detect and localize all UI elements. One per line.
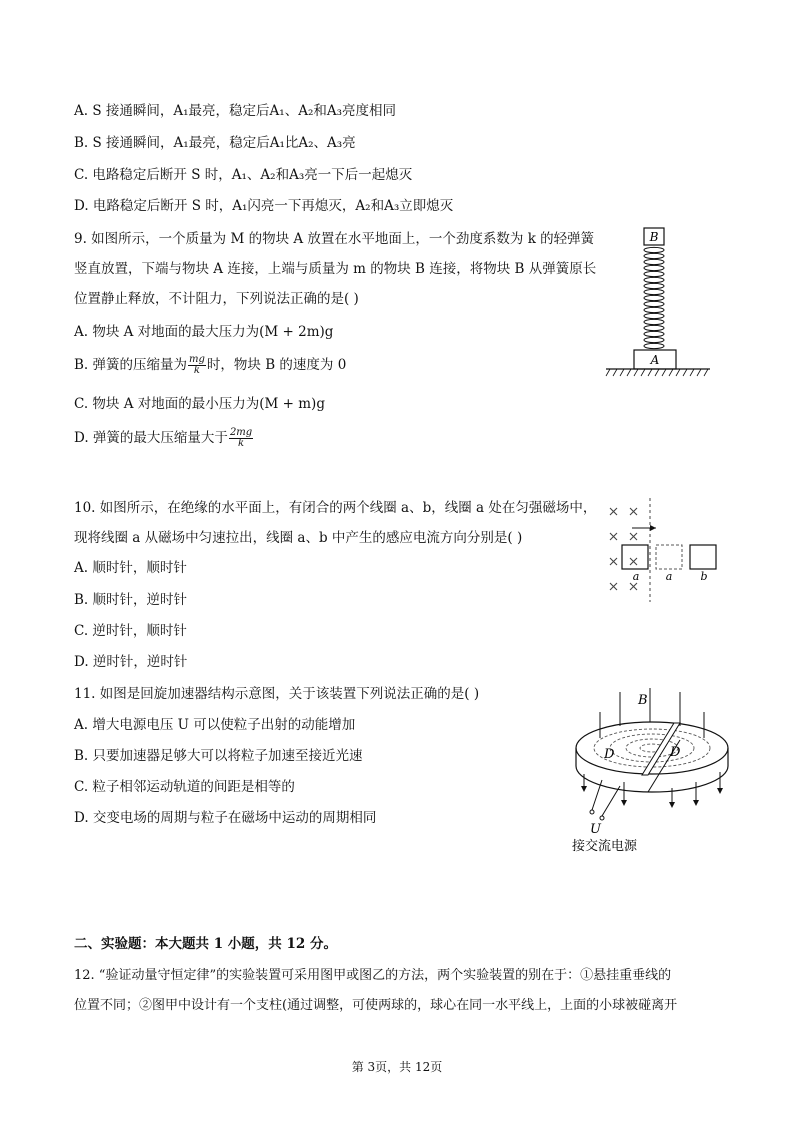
q10-stem-line2: 现将线圈 a 从磁场中匀速拉出，线圈 a、b 中产生的感应电流方向分别是( ) bbox=[74, 530, 523, 546]
q10-option-a: A. 顺时针，顺时针 bbox=[74, 560, 187, 576]
q9-option-b-text: B. 弹簧的压缩量为 bbox=[74, 357, 188, 373]
q8-option-d: D. 电路稳定后断开 S 时，A₁闪亮一下再熄灭，A₂和A₃立即熄灭 bbox=[74, 198, 454, 214]
spring-block-diagram bbox=[604, 224, 714, 382]
ground-hatching bbox=[606, 369, 708, 376]
q12-line2: 位置不同；②图甲中设计有一个支柱(通过调整，可使两球的，球心在同一水平线上，上面的小球被碰离开 bbox=[74, 998, 678, 1013]
block-b-label: B bbox=[649, 230, 659, 244]
coil-b-label: b bbox=[700, 570, 708, 583]
q10-stem-line1: 10. 如图所示，在绝缘的水平面上，有闭合的两个线圈 a、b，线圈 a 处在匀强磁场中， bbox=[74, 500, 597, 516]
field-b-label: B bbox=[638, 693, 648, 708]
coil-a bbox=[622, 545, 648, 569]
q10-option-c: C. 逆时针，顺时针 bbox=[74, 623, 187, 639]
q9-stem-line3: 位置静止释放，不计阻力，下列说法正确的是( ) bbox=[74, 291, 359, 307]
q9-stem-line2: 竖直放置，下端与物块 A 连接，上端与质量为 m 的物块 B 连接，将物块 B 从弹簧原长 bbox=[74, 261, 597, 277]
fraction-numerator: 2mg bbox=[229, 427, 253, 438]
q11-option-b: B. 只要加速器足够大可以将粒子加速至接近光速 bbox=[74, 748, 363, 764]
q9-option-b-fraction bbox=[188, 355, 206, 376]
q9-option-d-text: D. 弹簧的最大压缩量大于 bbox=[74, 430, 228, 446]
q11-option-a: A. 增大电源电压 U 可以使粒子出射的动能增加 bbox=[74, 717, 356, 733]
q8-option-a: A. S 接通瞬间，A₁最亮，稳定后A₁、A₂和A₃亮度相同 bbox=[74, 103, 397, 119]
coil-b bbox=[690, 545, 716, 569]
q10-option-d: D. 逆时针，逆时针 bbox=[74, 654, 188, 670]
fraction-denominator: k bbox=[238, 438, 245, 449]
q10-option-b: B. 顺时针，逆时针 bbox=[74, 592, 188, 608]
field-arrows-below bbox=[584, 772, 720, 804]
coil-a-dashed bbox=[656, 545, 682, 569]
dee-electrodes bbox=[576, 722, 728, 792]
dee-left-label: D bbox=[604, 747, 615, 762]
dee-right-label: D bbox=[670, 745, 681, 760]
magnetic-field-lines bbox=[600, 688, 704, 738]
ac-source-caption: 接交流电源 bbox=[572, 839, 638, 854]
q8-option-b: B. S 接通瞬间，A₁最亮，稳定后A₁比A₂、A₃亮 bbox=[74, 135, 356, 151]
cyclotron-diagram bbox=[562, 686, 744, 858]
page-number-footer: 第 3页，共 12页 bbox=[351, 1060, 443, 1074]
q11-option-c: C. 粒子相邻运动轨道的间距是相等的 bbox=[74, 779, 295, 795]
q8-option-c: C. 电路稳定后断开 S 时，A₁、A₂和A₃亮一下后一起熄灭 bbox=[74, 167, 413, 183]
fraction-denominator: k bbox=[193, 365, 200, 376]
q11-option-d: D. 交变电场的周期与粒子在磁场中运动的周期相同 bbox=[74, 810, 377, 826]
q9-option-d bbox=[74, 428, 254, 449]
coil-a-dashed-label: a bbox=[665, 570, 673, 583]
coil-a-label: a bbox=[632, 570, 640, 583]
q9-option-b bbox=[74, 355, 346, 376]
spring bbox=[644, 247, 664, 348]
block-a-label: A bbox=[650, 353, 660, 367]
q9-option-c: C. 物块 A 对地面的最小压力为(M + m)g bbox=[74, 396, 325, 412]
fraction-numerator: mg bbox=[189, 354, 205, 365]
q9-option-d-fraction bbox=[229, 428, 253, 449]
coil-field-diagram bbox=[604, 494, 724, 604]
q12-line1: 12. “验证动量守恒定律”的实验装置可采用图甲或图乙的方法，两个实验装置的别在于：①悬挂重垂线的 bbox=[74, 968, 672, 983]
q9-option-b-tail: 时，物块 B 的速度为 0 bbox=[206, 357, 347, 373]
arrow-head bbox=[650, 525, 656, 531]
arrow-heads bbox=[581, 786, 723, 808]
section-heading-experiment: 二、实验题：本大题共 1 小题，共 12 分。 bbox=[74, 936, 337, 952]
q11-stem: 11. 如图是回旋加速器结构示意图，关于该装置下列说法正确的是( ) bbox=[74, 686, 480, 702]
q9-option-a: A. 物块 A 对地面的最大压力为(M + 2m)g bbox=[74, 324, 334, 340]
q9-stem-line1: 9. 如图所示，一个质量为 M 的物块 A 放置在水平地面上，一个劲度系数为 k 的轻弹簧 bbox=[74, 231, 595, 247]
voltage-u-label: U bbox=[590, 822, 601, 837]
